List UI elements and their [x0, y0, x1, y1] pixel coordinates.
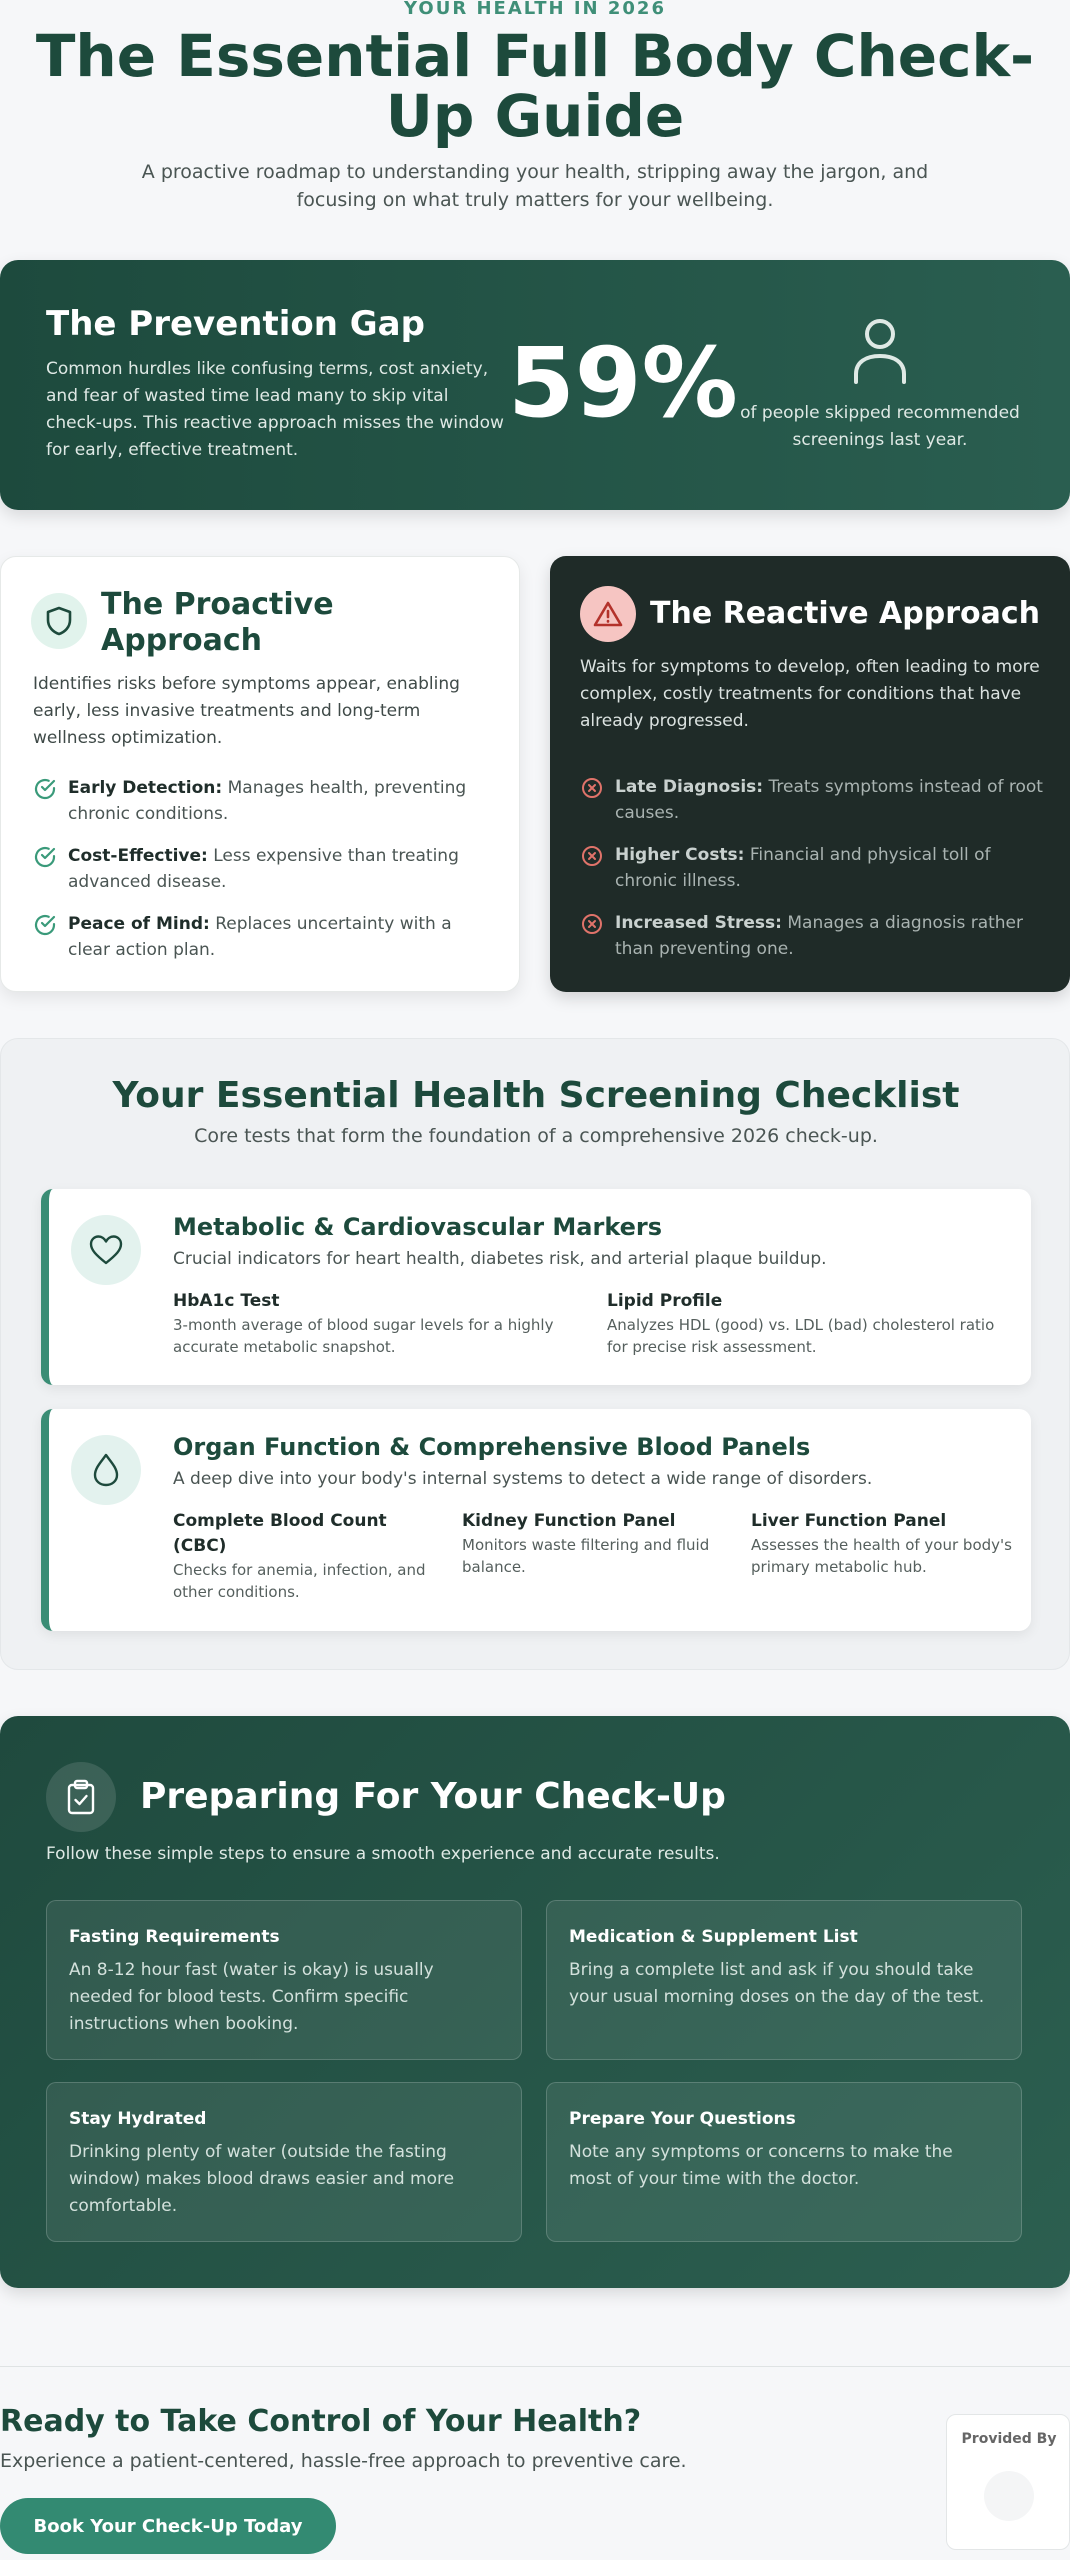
prevention-gap-banner — [0, 260, 1070, 510]
step-description: Note any symptoms or concerns to make the most of your time with the doctor. — [569, 2142, 953, 2189]
benefit-label: Early Detection: — [68, 778, 223, 798]
test-item — [462, 1509, 732, 1578]
book-checkup-button[interactable]: Book Your Check-Up Today — [0, 2498, 336, 2554]
risk-text: Financial and physical toll of chronic illness. — [615, 845, 991, 891]
provider-logo — [984, 2471, 1034, 2521]
test-item — [751, 1509, 1021, 1578]
proactive-intro: Identifies risks before symptoms appear, enabling early, less invasive treatments and long-term wellness optimization. — [33, 674, 460, 748]
list-item — [580, 842, 1050, 894]
benefit-text: Replaces uncertainty with a clear action plan. — [68, 914, 452, 960]
divider — [0, 2366, 1070, 2367]
test-description: Assesses the health of your body's primary metabolic hub. — [751, 1536, 1012, 1576]
prevention-gap-caption: of people skipped recommended screenings last year. — [740, 403, 1020, 450]
screening-checklist-section — [0, 1038, 1070, 1670]
check-circle-icon — [33, 777, 57, 801]
prevention-gap-body: Common hurdles like confusing terms, cost anxiety, and fear of wasted time lead many to skip vital check-ups. This reactive approach misses the window for early, effective treatment. — [46, 359, 504, 460]
step-description: Drinking plenty of water (outside the fasting window) makes blood draws easier and more comfortable. — [69, 2142, 455, 2216]
proactive-approach-card — [0, 556, 520, 992]
preparing-section — [0, 1716, 1070, 2288]
person-icon — [850, 316, 910, 386]
shield-icon — [31, 593, 87, 649]
provided-by-label: Provided By — [961, 2431, 1057, 2447]
checklist-subtitle: Core tests that form the foundation of a comprehensive 2026 check-up. — [194, 1125, 878, 1147]
step-description: Bring a complete list and ask if you should take your usual morning doses on the day of the test. — [569, 1960, 985, 2007]
reactive-approach-card — [550, 556, 1070, 992]
proactive-title: The Proactive Approach — [101, 587, 334, 658]
category-title: Metabolic & Cardiovascular Markers — [173, 1213, 663, 1241]
benefit-text: Manages health, preventing chronic conditions. — [68, 778, 467, 824]
eyebrow: YOUR HEALTH IN 2026 — [404, 0, 666, 19]
step-title: Fasting Requirements — [69, 1927, 280, 1947]
step-description: An 8-12 hour fast (water is okay) is usually needed for blood tests. Confirm specific instructions when booking. — [69, 1960, 434, 2034]
risk-text: Treats symptoms instead of root causes. — [615, 777, 1043, 823]
checklist-title: Your Essential Health Screening Checklist — [112, 1075, 960, 1116]
step-title: Prepare Your Questions — [569, 2109, 796, 2129]
check-circle-icon — [33, 913, 57, 937]
test-description: Monitors waste filtering and fluid balance. — [462, 1536, 710, 1576]
benefit-label: Cost-Effective: — [68, 846, 208, 866]
proactive-benefits-list — [33, 775, 493, 979]
test-description: Analyzes HDL (good) vs. LDL (bad) cholesterol ratio for precise risk assessment. — [607, 1316, 995, 1356]
prevention-gap-stat: 59% — [508, 327, 738, 439]
risk-label: Higher Costs: — [615, 845, 745, 865]
prep-step-card — [546, 1900, 1022, 2060]
category-description: A deep dive into your body's internal systems to detect a wide range of disorders. — [173, 1469, 873, 1489]
test-description: 3-month average of blood sugar levels for a highly accurate metabolic snapshot. — [173, 1316, 554, 1356]
x-circle-icon — [580, 776, 604, 800]
check-circle-icon — [33, 845, 57, 869]
benefit-label: Peace of Mind: — [68, 914, 210, 934]
risk-label: Late Diagnosis: — [615, 777, 764, 797]
test-name: Complete Blood Count (CBC) — [173, 1511, 387, 1556]
prep-step-card — [46, 2082, 522, 2242]
test-item — [173, 1509, 443, 1603]
step-title: Medication & Supplement List — [569, 1927, 858, 1947]
test-name: Lipid Profile — [607, 1291, 723, 1311]
test-name: Kidney Function Panel — [462, 1511, 676, 1531]
droplet-icon — [71, 1435, 141, 1505]
list-item — [33, 911, 493, 963]
category-description: Crucial indicators for heart health, diabetes risk, and arterial plaque buildup. — [173, 1249, 827, 1269]
cta-title: Ready to Take Control of Your Health? — [0, 2404, 642, 2439]
page-subtitle: A proactive roadmap to understanding your health, stripping away the jargon, and focusing on what truly matters for your wellbeing. — [141, 161, 929, 211]
preparing-subtitle: Follow these simple steps to ensure a smooth experience and accurate results. — [46, 1844, 720, 1864]
test-name: Liver Function Panel — [751, 1511, 947, 1531]
clipboard-check-icon — [46, 1762, 116, 1832]
metabolic-markers-card — [41, 1189, 1031, 1385]
list-item — [33, 843, 493, 895]
reactive-intro: Waits for symptoms to develop, often leading to more complex, costly treatments for conditions that have already progressed. — [580, 657, 1040, 731]
provided-by-card — [946, 2414, 1070, 2550]
heart-icon — [71, 1215, 141, 1285]
risk-text: Manages a diagnosis rather than preventing one. — [615, 913, 1023, 959]
reactive-risks-list — [580, 774, 1050, 978]
prep-step-card — [46, 1900, 522, 2060]
page-title: The Essential Full Body Check-Up Guide — [35, 22, 1035, 150]
prep-step-card — [546, 2082, 1022, 2242]
x-circle-icon — [580, 844, 604, 868]
x-circle-icon — [580, 912, 604, 936]
cta-subtitle: Experience a patient-centered, hassle-free approach to preventive care. — [0, 2450, 687, 2472]
risk-label: Increased Stress: — [615, 913, 782, 933]
test-item — [607, 1289, 1017, 1358]
test-description: Checks for anemia, infection, and other conditions. — [173, 1561, 426, 1601]
list-item — [580, 774, 1050, 826]
step-title: Stay Hydrated — [69, 2109, 207, 2129]
list-item — [580, 910, 1050, 962]
prevention-gap-title: The Prevention Gap — [46, 304, 425, 344]
test-name: HbA1c Test — [173, 1291, 280, 1311]
list-item — [33, 775, 493, 827]
preparing-title: Preparing For Your Check-Up — [140, 1776, 726, 1817]
test-item — [173, 1289, 573, 1358]
reactive-title: The Reactive Approach — [650, 596, 1041, 631]
category-title: Organ Function & Comprehensive Blood Panels — [173, 1433, 811, 1461]
warning-icon — [580, 586, 636, 642]
organ-function-card — [41, 1409, 1031, 1631]
benefit-text: Less expensive than treating advanced disease. — [68, 846, 459, 892]
